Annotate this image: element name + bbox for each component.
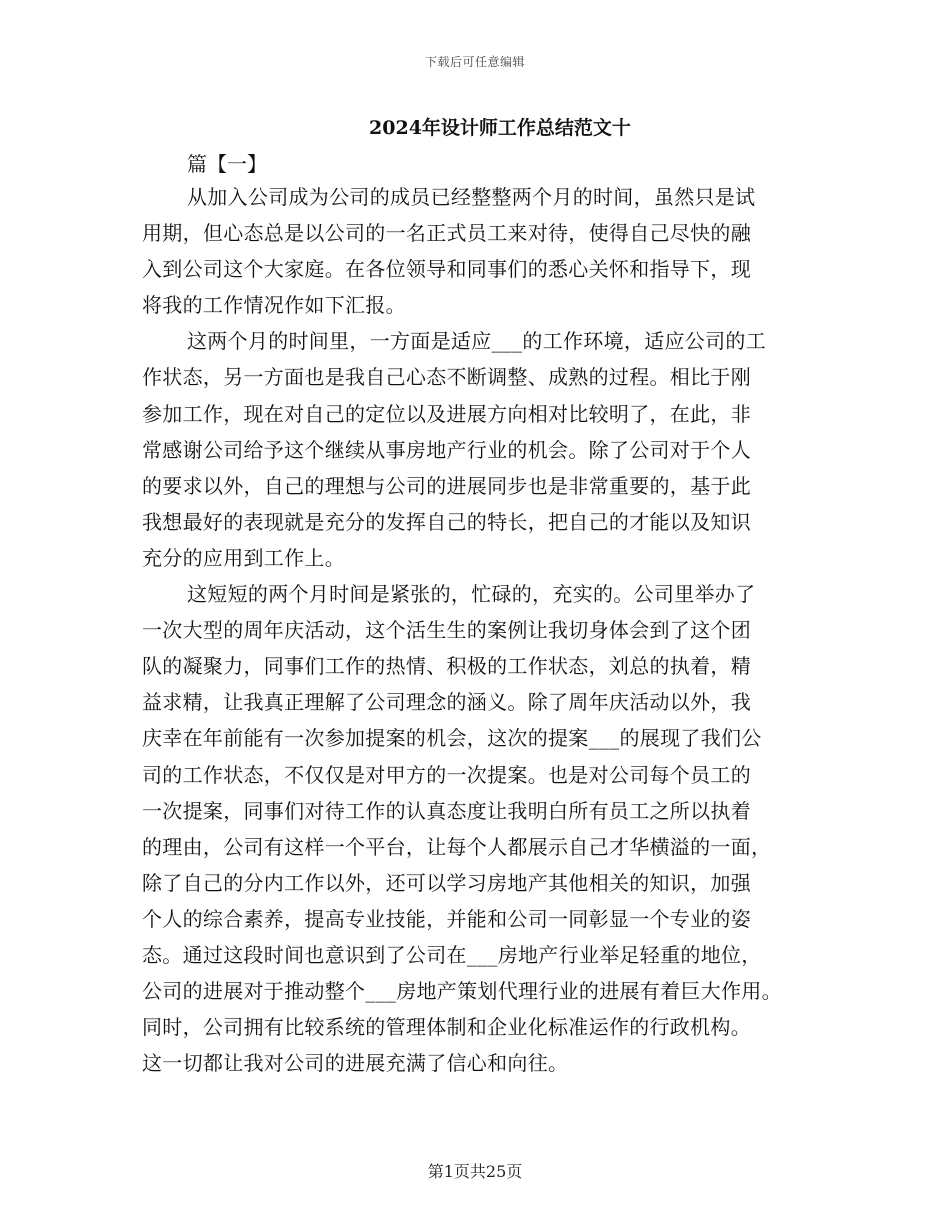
paragraph-3 [142,576,827,1081]
text-line: 的理由，公司有这样一个平台，让每个人都展示自己才华横溢的一面， [142,834,772,859]
text-line: 一次大型的周年庆活动，这个活生生的案例让我切身体会到了这个团 [142,618,751,643]
document-body [142,179,827,1081]
text-line: 将我的工作情况作如下汇报。 [142,293,406,318]
document-title: 2024年设计师工作总结范文十 [369,117,631,139]
paragraph-1 [142,179,827,323]
text-line: 用期，但心态总是以公司的一名正式员工来对待，使得自己尽快的融 [142,221,751,246]
text-line: 这短短的两个月时间是紧张的，忙碌的，充实的。公司里举办了 [187,582,756,607]
text-line: 我想最好的表现就是充分的发挥自己的特长，把自己的才能以及知识 [142,509,751,534]
text-line: 参加工作，现在对自己的定位以及进展方向相对比较明了，在此，非 [142,401,751,426]
text-line: 一次提案，同事们对待工作的认真态度让我明白所有员工之所以执着 [142,798,751,823]
text-line: 从加入公司成为公司的成员已经整整两个月的时间，虽然只是试 [187,185,756,209]
text-line: 个人的综合素养，提高专业技能，并能和公司一同彰显一个专业的姿 [142,906,751,931]
text-line: 的要求以外，自己的理想与公司的进展同步也是非常重要的，基于此 [142,473,751,498]
text-line: 态。通过这段时间也意识到了公司在___房地产行业举足轻重的地位， [142,942,762,967]
text-line: 充分的应用到工作上。 [142,545,345,570]
text-line: 这一切都让我对公司的进展充满了信心和向往。 [142,1051,569,1076]
text-line: 庆幸在年前能有一次参加提案的机会，这次的提案___的展现了我们公 [142,726,762,751]
text-line: 同时，公司拥有比较系统的管理体制和企业化标准运作的行政机构。 [142,1015,751,1040]
text-line: 入到公司这个大家庭。在各位领导和同事们的悉心关怀和指导下，现 [142,257,751,282]
text-line: 队的凝聚力，同事们工作的热情、积极的工作状态，刘总的执着，精 [142,654,751,679]
text-line: 这两个月的时间里，一方面是适应___的工作环境，适应公司的工 [187,329,766,354]
text-line: 益求精，让我真正理解了公司理念的涵义。除了周年庆活动以外，我 [142,690,751,715]
page-number-footer: 第1页共25页 [427,1162,523,1181]
text-line: 司的工作状态，不仅仅是对甲方的一次提案。也是对公司每个员工的 [142,762,751,787]
text-line: 除了自己的分内工作以外，还可以学习房地产其他相关的知识，加强 [142,870,751,895]
text-line: 作状态，另一方面也是我自己心态不断调整、成熟的过程。相比于刚 [142,365,751,390]
header-note: 下载后可任意编辑 [424,55,525,69]
text-line: 常感谢公司给予这个继续从事房地产行业的机会。除了公司对于个人 [142,437,751,462]
paragraph-2 [142,323,827,576]
text-line: 公司的进展对于推动整个___房地产策划代理行业的进展有着巨大作用。 [142,979,782,1004]
section-label: 篇【一】 [187,152,267,176]
